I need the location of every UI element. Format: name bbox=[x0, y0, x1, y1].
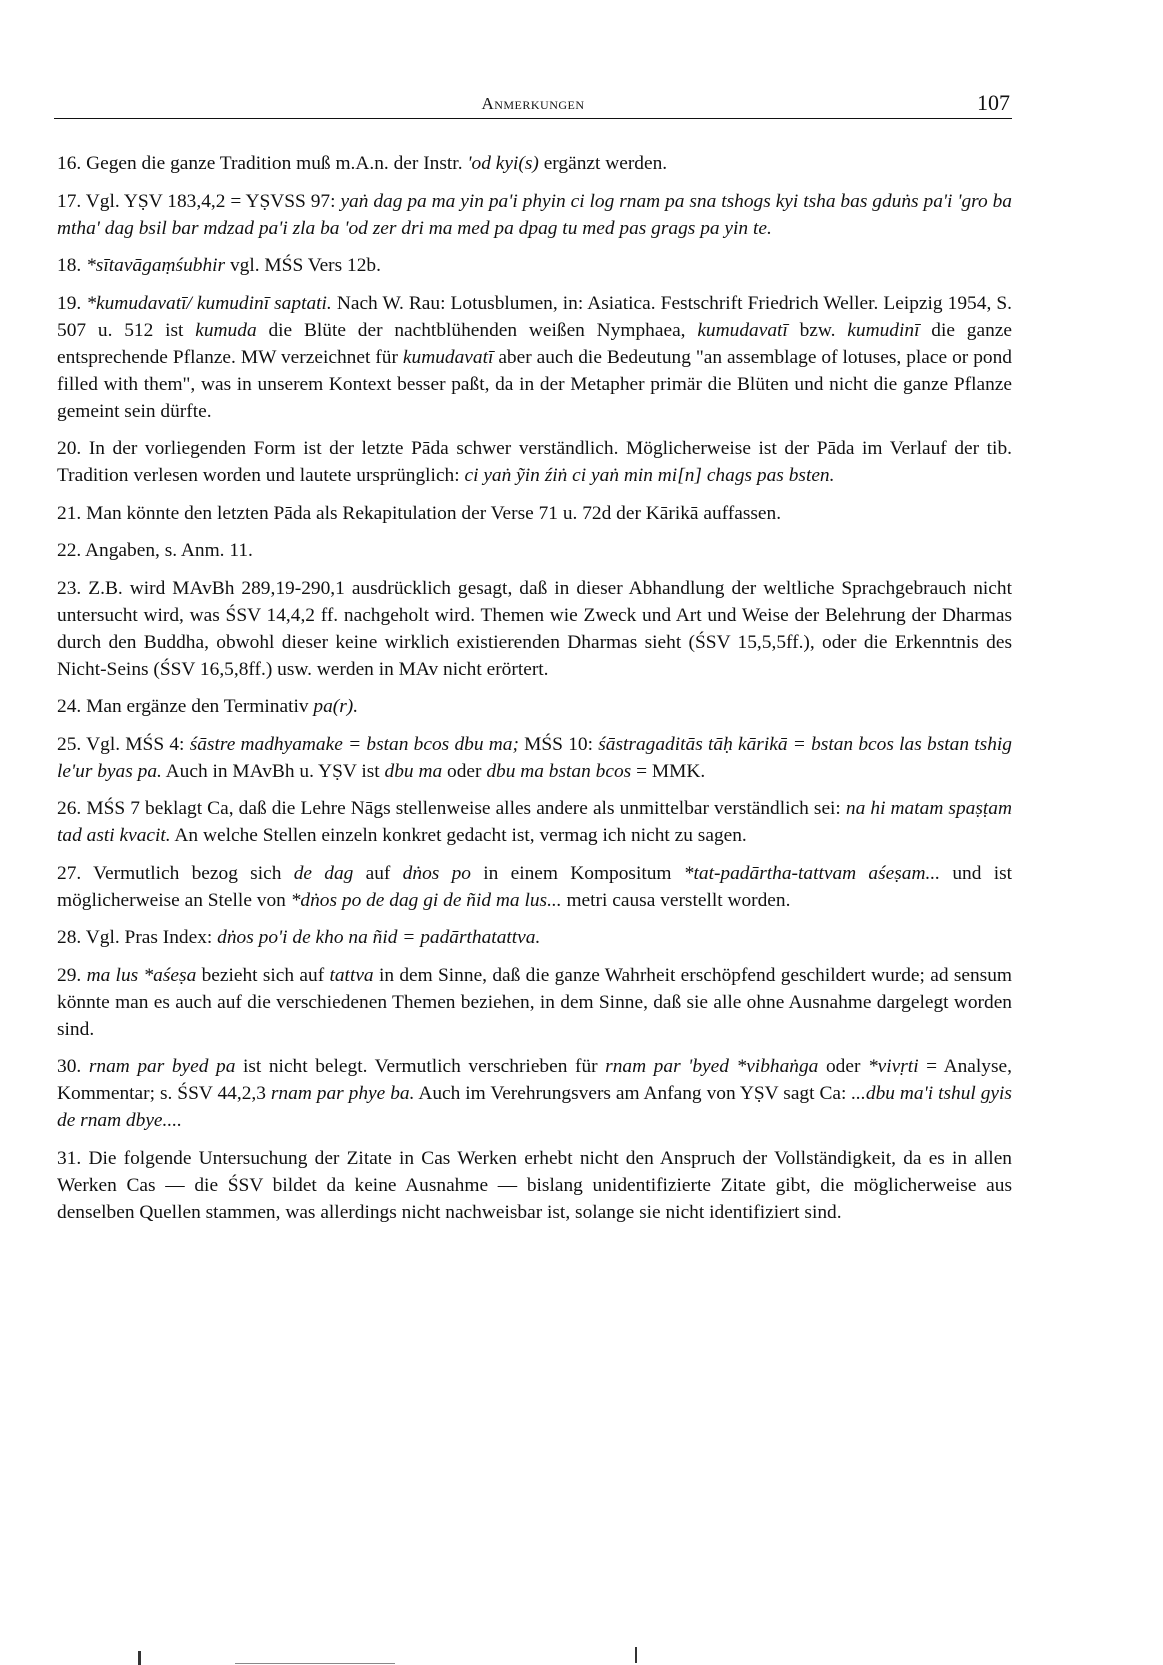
page-number: 107 bbox=[977, 90, 1010, 115]
endnote bbox=[57, 537, 1012, 564]
endnote bbox=[57, 435, 1012, 489]
endnote-italic-text: rnam par phye ba. bbox=[270, 1083, 415, 1104]
endnote bbox=[57, 795, 1012, 849]
endnote-number: 31. bbox=[57, 1147, 82, 1169]
endnote-text: oder bbox=[818, 1056, 868, 1077]
endnote-italic-text: dṅos po bbox=[402, 862, 471, 884]
endnote-italic-text: *tat-padārtha-tattvam aśeṣam... bbox=[683, 862, 941, 884]
endnote-text: = MMK. bbox=[631, 760, 706, 782]
endnote-italic-text: na hi matam spaṣṭam tad asti kvacit. bbox=[57, 798, 1012, 846]
endnote-italic-text: dbu ma bbox=[384, 760, 443, 782]
endnote-italic-text: ci yaṅ ỹin źiṅ ci yaṅ min mi[n] chags pas bsten. bbox=[464, 465, 835, 486]
endnote-italic-text: *sītavāgaṃśubhir bbox=[86, 255, 226, 276]
endnote-text: Man ergänze den Terminativ bbox=[81, 696, 314, 717]
scan-artifacts bbox=[0, 1645, 1163, 1665]
endnote-italic-text: kumuda bbox=[195, 319, 257, 341]
endnote-italic-text: rnam par 'byed *vibhaṅga bbox=[605, 1056, 819, 1077]
scan-mark bbox=[635, 1647, 637, 1663]
endnote-text: Die folgende Untersuchung der Zitate in Cas Werken erhebt nicht den Anspruch der Vollständigkeit, da es in allen Werken Cas — die ŚSV bildet da keine Ausnahme — bislang unidentifizierte Zitate gibt, die möglicherweise aus denselben Quellen stammen, was allerdings nicht nachweisbar ist, solange sie nicht identifiziert sind. bbox=[57, 1147, 1012, 1223]
endnote-text: Vgl. MŚS 4: bbox=[81, 733, 190, 755]
endnote-number: 25. bbox=[57, 733, 82, 755]
endnote-number: 24. bbox=[57, 696, 82, 717]
endnote-text: in dem Sinne, daß die ganze Wahrheit erschöpfend geschildert wurde; ad sensum könnte man es auch auf die verschiedenen Themen beziehen, in dem Sinne, daß sie alle ohne Ausnahme dargelegt worden sind. bbox=[57, 964, 1012, 1040]
endnote-italic-text: ...dbu ma'i tshul gyis de rnam dbye.... bbox=[57, 1083, 1012, 1131]
scan-mark bbox=[235, 1663, 395, 1664]
endnote-italic-text: tattva bbox=[329, 964, 374, 986]
endnote-text: Z.B. wird MAvBh 289,19-290,1 ausdrücklich gesagt, daß in dieser Abhandlung der weltliche Sprachgebrauch nicht untersucht wird, was ŚSV 14,4,2 ff. nachgeholt wird. Themen wie Zweck und Art und Weise der Belehrung der Dharmas durch den Buddha, obwohl dieser keine wirklich existierenden Dharmas sieht (ŚSV 15,5,5ff.), oder die Erkenntnis des Nicht-Seins (ŚSV 16,5,8ff.) usw. werden in MAv nicht erörtert. bbox=[57, 577, 1012, 680]
endnotes-list bbox=[57, 150, 1012, 1236]
endnote-text: und ist möglicherweise an Stelle von bbox=[57, 862, 1013, 911]
running-header bbox=[54, 90, 1012, 119]
endnote-text: Auch im Verehrungsvers am Anfang von YṢV sagt Ca: bbox=[414, 1083, 852, 1104]
endnote bbox=[57, 1053, 1012, 1134]
endnote-text: In der vorliegenden Form ist der letzte Pāda schwer verständlich. Möglicherweise ist der Pāda im Verlauf der tib. Tradition verlesen worden und lautete ursprünglich: bbox=[57, 438, 1012, 486]
endnote-number: 27. bbox=[57, 862, 82, 884]
endnote-number: 28. bbox=[57, 927, 82, 948]
endnote-italic-text: 'od kyi(s) bbox=[467, 153, 539, 174]
endnote-text: = Analyse, Kommentar; s. ŚSV 44,2,3 bbox=[57, 1056, 1012, 1104]
endnote bbox=[57, 252, 1012, 279]
endnote-italic-text: dbu ma bstan bcos bbox=[486, 760, 632, 782]
endnote-number: 19. bbox=[57, 292, 82, 314]
endnote bbox=[57, 693, 1012, 720]
endnote-italic-text: rnam par byed pa bbox=[88, 1056, 236, 1077]
endnote bbox=[57, 500, 1012, 527]
endnote bbox=[57, 924, 1012, 951]
endnote bbox=[57, 150, 1012, 177]
endnote bbox=[57, 290, 1012, 425]
endnote-text: Man könnte den letzten Pāda als Rekapitulation der Verse 71 u. 72d der Kārikā auffassen. bbox=[81, 502, 782, 524]
endnote-text: ist nicht belegt. Vermutlich verschrieben für bbox=[235, 1056, 606, 1077]
endnote-number: 21. bbox=[57, 502, 82, 524]
endnote-number: 23. bbox=[57, 577, 82, 599]
endnote-text: ergänzt werden. bbox=[538, 153, 668, 174]
endnote-text: vgl. MŚS Vers 12b. bbox=[225, 255, 381, 276]
endnote-italic-text: *kumudavatī/ kumudinī saptati. bbox=[86, 292, 332, 314]
endnote-text: Gegen die ganze Tradition muß m.A.n. der Instr. bbox=[81, 153, 468, 174]
running-title: Anmerkungen bbox=[481, 94, 585, 113]
endnote bbox=[57, 188, 1012, 242]
endnote-text: Vgl. YṢV 183,4,2 = YṢVSS 97: bbox=[81, 190, 341, 212]
endnote-number: 30. bbox=[57, 1056, 82, 1077]
endnote-italic-text: śāstragaditās tāḥ kārikā = bstan bcos las bstan tshig le'ur byas pa. bbox=[57, 733, 1012, 782]
endnote-text: aber auch die Bedeutung "an assemblage of lotuses, place or pond filled with them", was in unserem Kontext besser paßt, da in der Metapher primär die Blüten und nicht die ganze Pflanze gemeint sein dürfte. bbox=[57, 346, 1012, 422]
endnote-text: MŚS 10: bbox=[518, 733, 599, 755]
scan-mark bbox=[138, 1651, 141, 1665]
endnote-italic-text: śāstre madhyamake = bstan bcos dbu ma; bbox=[189, 733, 519, 755]
endnote-italic-text: *dṅos po de dag gi de ñid ma lus... bbox=[290, 889, 562, 911]
endnote-text: Angaben, s. Anm. 11. bbox=[81, 540, 253, 561]
endnote bbox=[57, 962, 1012, 1043]
endnote-text: Nach W. Rau: Lotusblumen, in: Asiatica. Festschrift Friedrich Weller. Leipzig 1954, S. 507 u. 512 ist bbox=[57, 292, 1012, 341]
endnote bbox=[57, 575, 1012, 683]
endnote-text: Vgl. Pras Index: bbox=[81, 927, 218, 948]
endnote-number: 17. bbox=[57, 190, 82, 212]
endnote-italic-text: *vivṛti bbox=[867, 1056, 919, 1077]
endnote-text: die Blüte der nachtblühenden weißen Nymphaea, bbox=[256, 319, 698, 341]
endnote bbox=[57, 860, 1012, 914]
endnote-text: Vermutlich bezog sich bbox=[81, 862, 294, 884]
endnote bbox=[57, 731, 1012, 785]
endnote-italic-text: yaṅ dag pa ma yin pa'i phyin ci log rnam pa sna tshogs kyi tsha bas gduṅs pa'i 'gro ba mtha' dag bsil bar mdzad pa'i zla ba 'od zer dri ma med pa dpag tu med pas grags pa yin te. bbox=[57, 190, 1013, 239]
endnote-italic-text: kumudinī bbox=[847, 319, 920, 341]
endnote-italic-text: kumudavatī bbox=[697, 319, 788, 341]
endnote-number: 16. bbox=[57, 153, 82, 174]
endnote-text: metri causa verstellt worden. bbox=[561, 889, 791, 911]
endnote-number: 18. bbox=[57, 255, 82, 276]
endnote-italic-text: kumudavatī bbox=[402, 346, 494, 368]
endnote-text: An welche Stellen einzeln konkret gedacht ist, vermag ich nicht zu sagen. bbox=[170, 825, 747, 846]
endnote-text: Auch in MAvBh u. YṢV ist bbox=[161, 760, 385, 782]
endnote-text: bezieht sich auf bbox=[196, 964, 330, 986]
endnote-number: 20. bbox=[57, 438, 82, 459]
endnote bbox=[57, 1145, 1012, 1226]
endnote-text: oder bbox=[442, 760, 487, 782]
endnote-text bbox=[81, 1056, 89, 1077]
endnote-italic-text: dṅos po'i de kho na ñid = padārthatattva. bbox=[217, 927, 541, 948]
endnote-text: bzw. bbox=[787, 319, 848, 341]
endnote-text: auf bbox=[353, 862, 403, 884]
endnote-number: 22. bbox=[57, 540, 82, 561]
endnote-text: MŚS 7 beklagt Ca, daß die Lehre Nāgs stellenweise alles andere als unmittelbar verständlich sei: bbox=[81, 798, 846, 819]
endnote-italic-text: ma lus *aśeṣa bbox=[86, 964, 197, 986]
endnote-text: die ganze entsprechende Pflanze. MW verzeichnet für bbox=[57, 319, 1012, 368]
endnote-italic-text: de dag bbox=[293, 862, 354, 884]
endnote-number: 26. bbox=[57, 798, 82, 819]
endnote-italic-text: pa(r). bbox=[313, 696, 359, 717]
endnote-text: in einem Kompositum bbox=[470, 862, 684, 884]
endnote-number: 29. bbox=[57, 964, 82, 986]
